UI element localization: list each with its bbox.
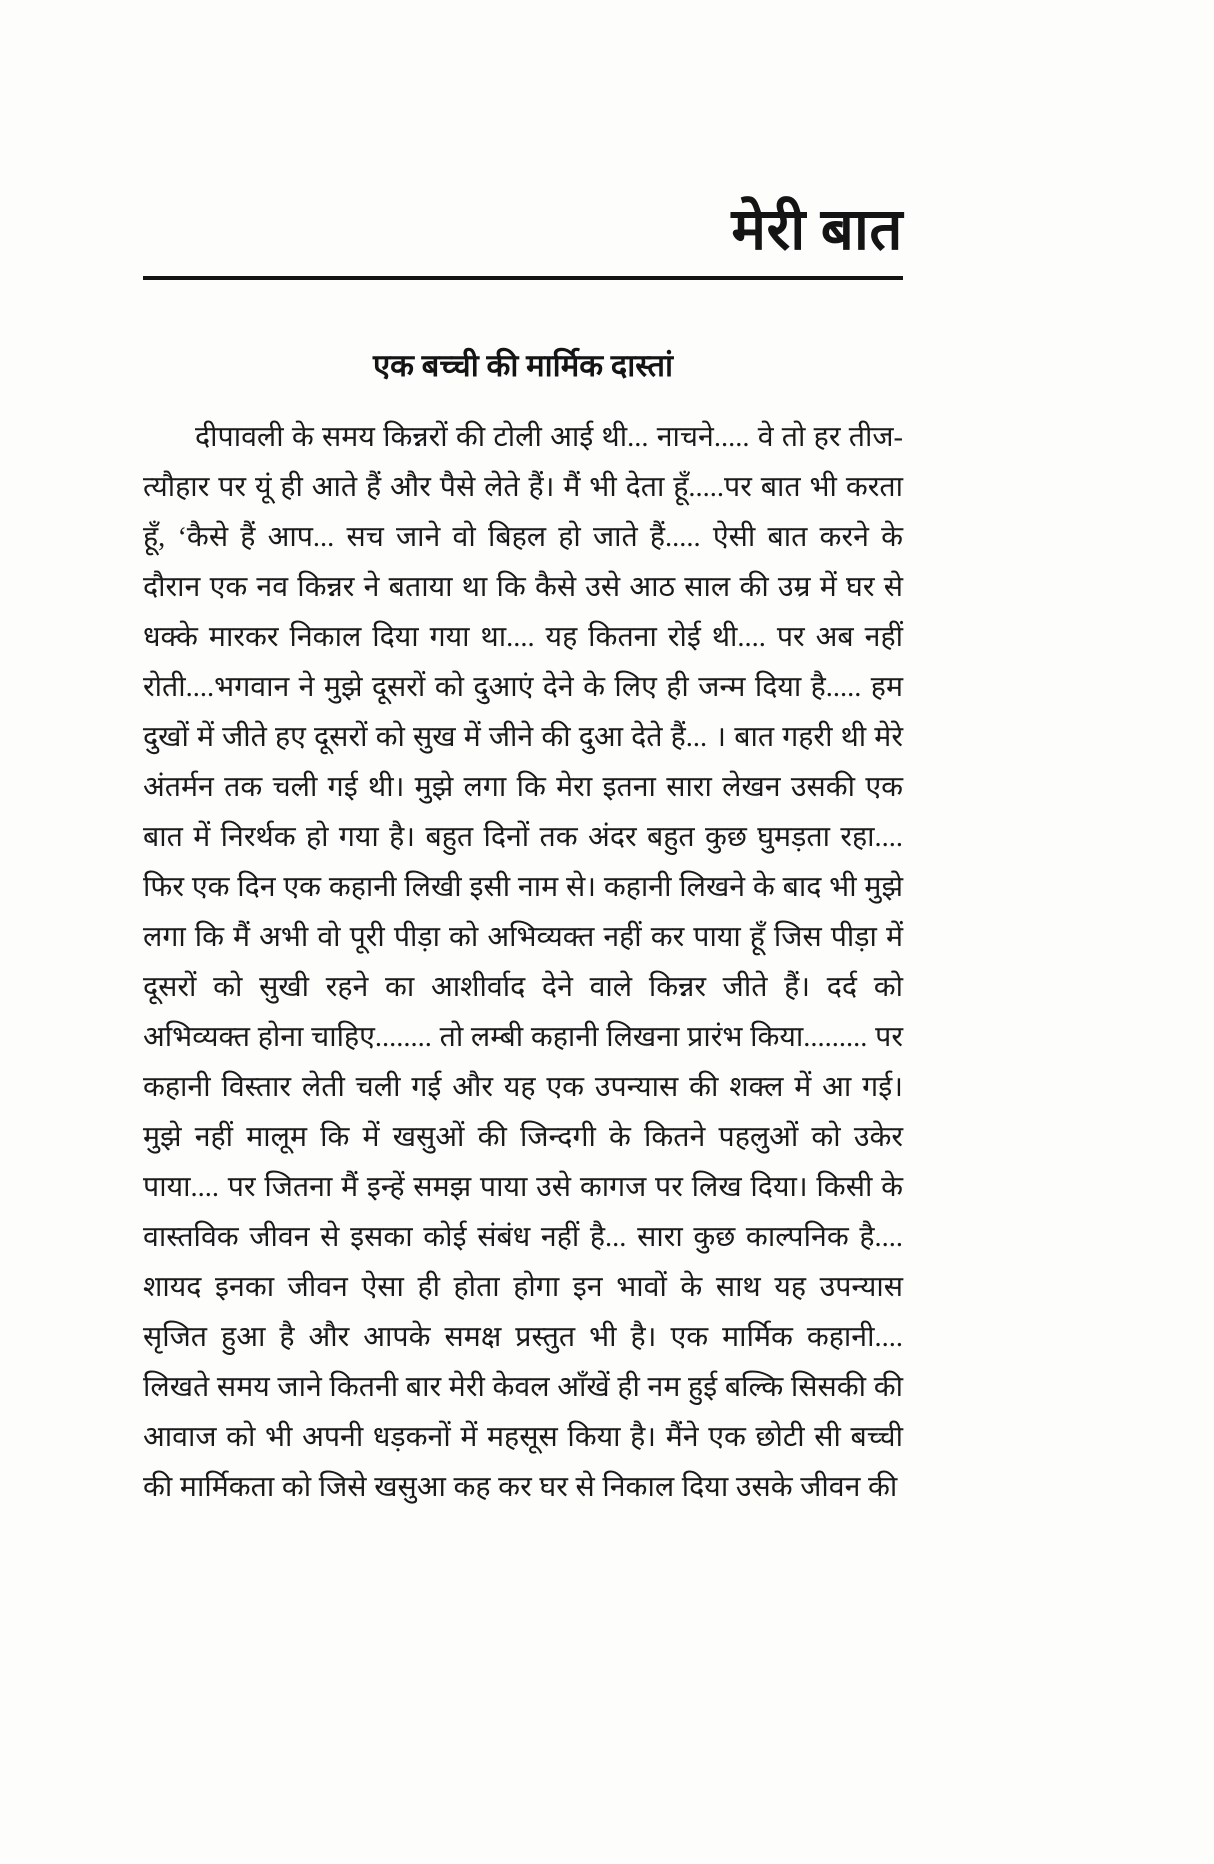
- page-title: मेरी बात: [731, 197, 903, 262]
- body-paragraph: दीपावली के समय किन्नरों की टोली आई थी... नाचने..... वे तो हर तीज-त्यौहार पर यूं ही आते हैं और पैसे लेते हैं। मैं भी देता हूँ.....पर बात भी करता हूँ, ‘कैसे हैं आप... सच जाने वो बिहल हो जाते हैं..... ऐसी बात करने के दौरान एक नव किन्नर ने बताया था कि कैसे उसे आठ साल की उम्र में घर से धक्के मारकर निकाल दिया गया था.... यह कितना रोई थी.... पर अब नहीं रोती....भगवान ने मुझे दूसरों को दुआएं देने के लिए ही जन्म दिया है..... हम दुखों में जीते हए दूसरों को सुख में जीने की दुआ देते हैं... । बात गहरी थी मेरे अंतर्मन तक चली गई थी। मुझे लगा कि मेरा इतना सारा लेखन उसकी एक बात में निरर्थक हो गया है। बहुत दिनों तक अंदर बहुत कुछ घुमड़ता रहा.... फिर एक दिन एक कहानी लिखी इसी नाम से। कहानी लिखने के बाद भी मुझे लगा कि मैं अभी वो पूरी पीड़ा को अभिव्यक्त नहीं कर पाया हूँ जिस पीड़ा में दूसरों को सुखी रहने का आशीर्वाद देने वाले किन्नर जीते हैं। दर्द को अभिव्यक्त होना चाहिए........ तो लम्बी कहानी लिखना प्रारंभ किया......... पर कहानी विस्तार लेती चली गई और यह एक उपन्यास की शक्ल में आ गई। मुझे नहीं मालूम कि में खसुओं की जिन्दगी के कितने पहलुओं को उकेर पाया.... पर जितना मैं इन्हें समझ पाया उसे कागज पर लिख दिया। किसी के वास्तविक जीवन से इसका कोई संबंध नहीं है... सारा कुछ काल्पनिक है.... शायद इनका जीवन ऐसा ही होता होगा इन भावों के साथ यह उपन्यास सृजित हुआ है और आपके समक्ष प्रस्तुत भी है। एक मार्मिक कहानी.... लिखते समय जाने कितनी बार मेरी केवल आँखें ही नम हुई बल्कि सिसकी की आवाज को भी अपनी धड़कनों में महसूस किया है। मैंने एक छोटी सी बच्ची की मार्मिकता को जिसे खसुआ कह कर घर से निकाल दिया उसके जीवन की: [143, 421, 903, 1503]
- page-content: [143, 0, 903, 1513]
- section-heading: एक बच्ची की मार्मिक दास्तां: [372, 348, 674, 384]
